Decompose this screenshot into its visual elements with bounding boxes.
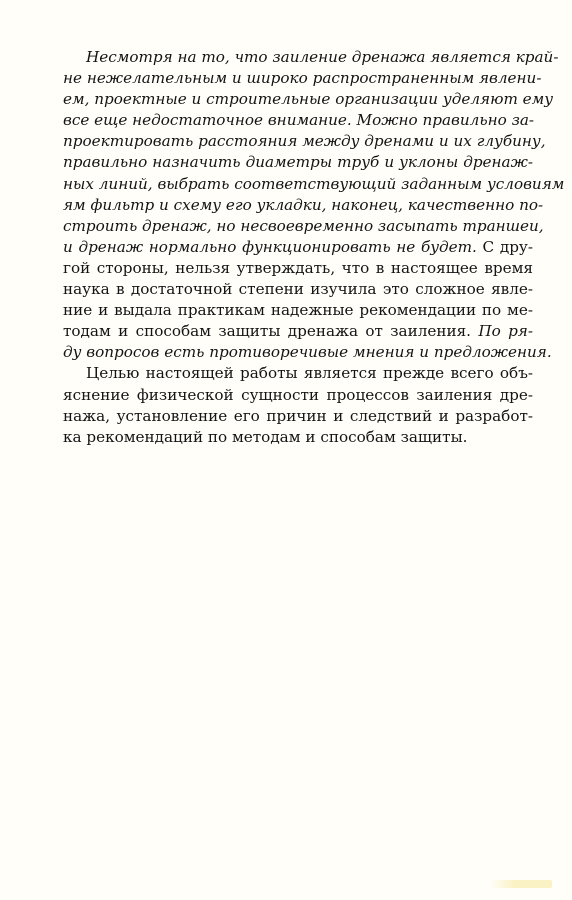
text-run: Целью настоящей работы является прежде всего объ- (86, 364, 533, 383)
text-run: все еще недостаточное внимание. Можно правильно за- (63, 111, 535, 130)
text-line (63, 258, 533, 279)
text-line (63, 300, 533, 321)
page-corner-stain (490, 880, 552, 888)
text-run: нажа, установление его причин и следствий и разработ- (63, 406, 533, 425)
text-line (63, 406, 533, 427)
paragraph (63, 363, 533, 447)
text-run: яснение физической сущности процессов заиления дре- (63, 385, 533, 404)
text-run: ка рекомендаций по методам и способам защиты. (63, 427, 468, 446)
text-run: По ря- (478, 322, 533, 341)
text-run: ных линий, выбрать соответствующий заданным условиям (63, 174, 565, 193)
text-run: ем, проектные и строительные организации уделяют ему (63, 90, 554, 109)
text-line (63, 152, 533, 173)
text-run: проектировать расстояния между дренами и их глубину, (63, 132, 546, 151)
body-text (63, 47, 565, 448)
text-run: ние и выдала практикам надежные рекомендации по ме- (63, 301, 533, 320)
text-line (63, 385, 533, 406)
text-line (63, 216, 544, 237)
text-line (63, 47, 559, 68)
text-run: и дренаж нормально функционировать не будет. (63, 237, 483, 256)
text-line (63, 110, 533, 131)
text-line (63, 195, 544, 216)
text-run: ям фильтр и схему его укладки, наконец, качественно по- (63, 195, 544, 214)
text-run: наука в достаточной степени изучила это сложное явле- (63, 280, 533, 299)
text-line (63, 279, 533, 300)
text-line (63, 237, 533, 258)
text-line (63, 174, 565, 195)
text-line (63, 427, 533, 448)
text-line (63, 342, 552, 363)
text-line (63, 131, 546, 152)
text-run: тодам и способам защиты дренажа от заиления. (63, 322, 479, 341)
text-run: гой стороны, нельзя утверждать, что в настоящее время (63, 258, 533, 277)
text-run: С дру- (482, 237, 533, 256)
text-run: ду вопросов есть противоречивые мнения и предложения. (63, 343, 552, 362)
text-line (63, 363, 533, 384)
text-run: строить дренаж, но несвоевременно засыпать траншеи, (63, 216, 544, 235)
text-line (63, 89, 554, 110)
text-run: Несмотря на то, что заиление дренажа является край- (86, 48, 559, 66)
paragraph (63, 47, 565, 363)
text-line (63, 321, 533, 342)
text-line (63, 68, 542, 89)
text-run: не нежелательным и широко распространенным явлени- (63, 69, 542, 88)
text-run: правильно назначить диаметры труб и уклоны дренаж- (63, 153, 533, 172)
